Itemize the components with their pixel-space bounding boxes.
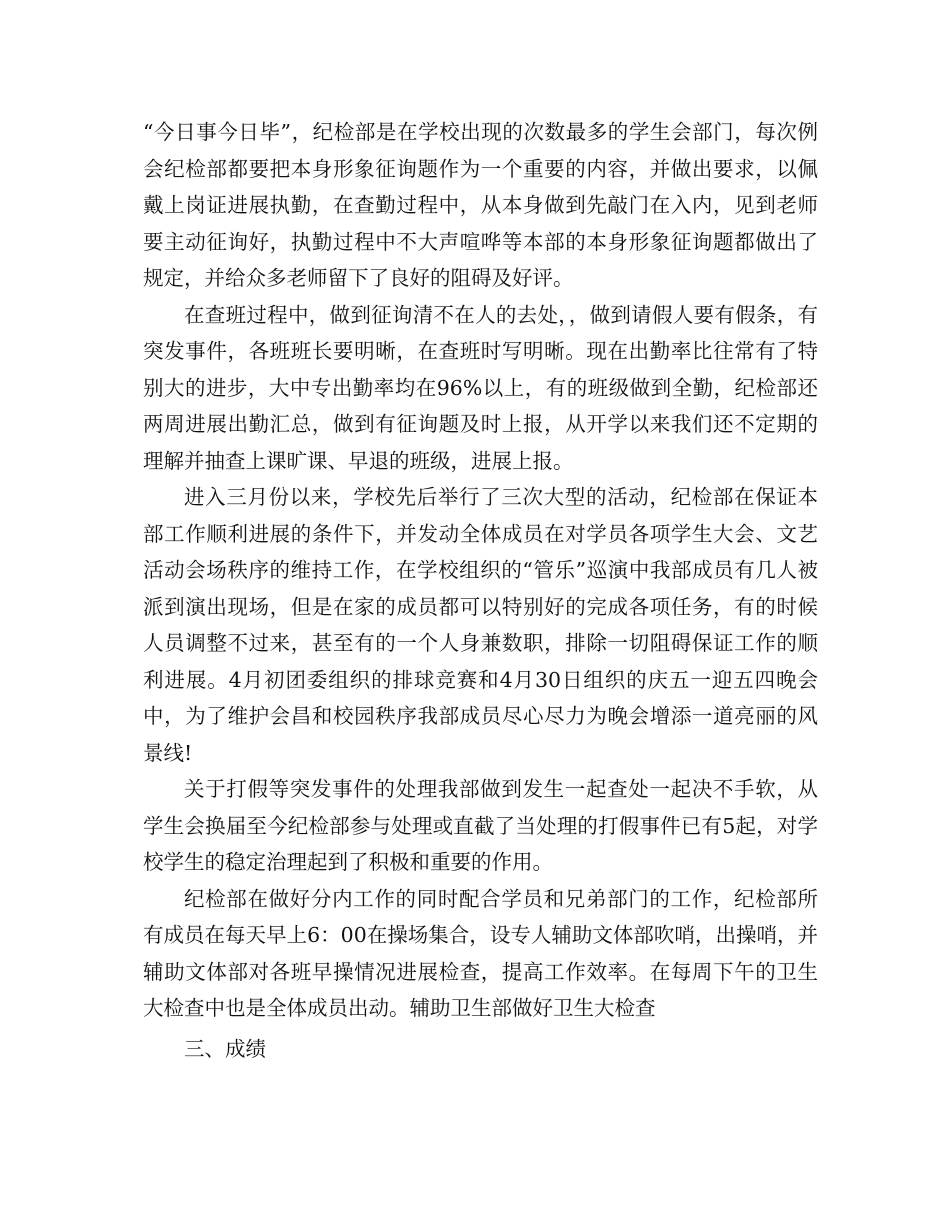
paragraph-2: 在查班过程中，做到征询清不在人的去处，，做到请假人要有假条，有突发事件，各班班长要明晰，在查班时写明晰。现在出勤率比往常有了特别大的进步，大中专出勤率均在96%以上，有的班级做到全勤，纪检部还两周进展出勤汇总，做到有征询题及时上报，从开学以来我们还不定期的理解并抽查上课旷课、早退的班级，进展上报。 — [143, 302, 818, 473]
document-body — [143, 114, 818, 1067]
paragraph-1: “今日事今日毕”，纪检部是在学校出现的次数最多的学生会部门，每次例会纪检部都要把本身形象征询题作为一个重要的内容，并做出要求，以佩戴上岗证进展执勤，在查勤过程中，从本身做到先敲门在入内，见到老师要主动征询好，执勤过程中不大声喧哗等本部的本身形象征询题都做出了规定，并给众多老师留下了良好的阻碍及好评。 — [143, 120, 818, 290]
paragraph-5: 纪检部在做好分内工作的同时配合学员和兄弟部门的工作，纪检部所有成员在每天早上6：00在操场集合，设专人辅助文体部吹哨，出操哨，并辅助文体部对各班早操情况进展检查，提高工作效率。在每周下午的卫生大检查中也是全体成员出动。辅助卫生部做好卫生大检查 — [143, 886, 818, 1020]
paragraph-4: 关于打假等突发事件的处理我部做到发生一起查处一起决不手软，从学生会换届至今纪检部参与处理或直截了当处理的打假事件已有5起，对学校学生的稳定治理起到了积极和重要的作用。 — [143, 777, 818, 874]
paragraph-3: 进入三月份以来，学校先后举行了三次大型的活动，纪检部在保证本部工作顺利进展的条件下，并发动全体成员在对学员各项学生大会、文艺活动会场秩序的维持工作，在学校组织的“管乐”巡演中我部成员有几人被派到演出现场，但是在家的成员都可以特别好的完成各项任务，有的时候人员调整不过来，甚至有的一个人身兼数职，排除一切阻碍保证工作的顺利进展。4月初团委组织的排球竞赛和4月30日组织的庆五一迎五四晚会中，为了维护会昌和校园秩序我部成员尽心尽力为晚会增添一道亮丽的风景线! — [143, 485, 818, 765]
section-heading: 三、成绩 — [184, 1036, 266, 1061]
